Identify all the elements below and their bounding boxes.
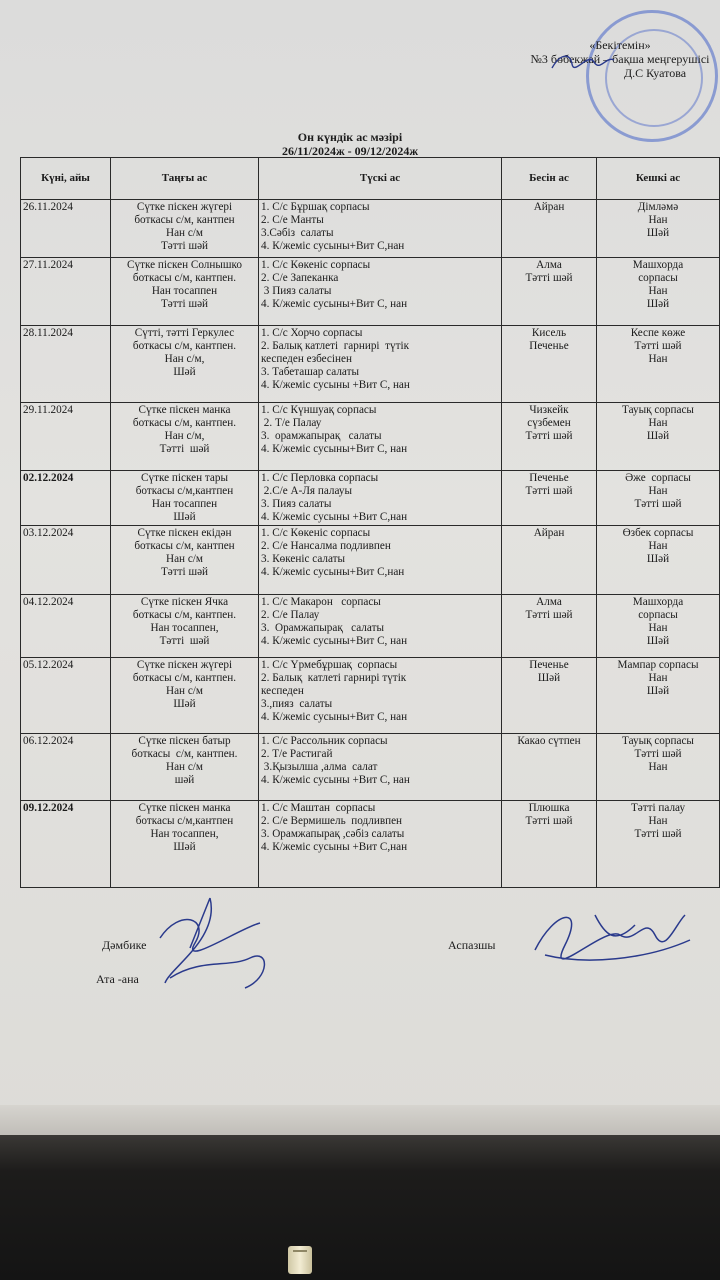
snack-line: Шәй [537, 672, 561, 684]
cell-dinner [597, 526, 720, 595]
menu-table [20, 157, 720, 888]
dinner-line: сорпасы [638, 272, 678, 284]
snack-line: Тәтті шәй [525, 815, 573, 827]
snack-line: Печенье [529, 472, 569, 484]
lunch-line: 3. орамжапырақ салаты [261, 430, 382, 442]
breakfast-line: Нан тосаппен [151, 498, 218, 510]
cell-dinner [597, 595, 720, 658]
header-dinner: Кешкі ас [597, 158, 720, 200]
cell-breakfast [111, 403, 259, 471]
snack-line: Печенье [529, 340, 569, 352]
table-row [21, 658, 720, 734]
lunch-line: 3.Қызылша ,алма салат [261, 761, 378, 773]
menu-title-period: 26/11/2024ж - 09/12/2024ж [281, 144, 419, 158]
date-text: 06.12.2024 [23, 735, 74, 747]
table-row [21, 734, 720, 801]
lunch-line: 1. С/с Хорчо сорпасы [261, 327, 363, 339]
lunch-line: 2. Балық катлеті гарнирі түтік [261, 340, 410, 352]
lunch-line: 4. К/жеміс сусыны +Вит С, нан [261, 379, 410, 391]
date-text: 02.12.2024 [23, 472, 74, 484]
breakfast-line: боткасы с/м,кантпен [135, 815, 234, 827]
lunch-line: 3. Пияз салаты [261, 498, 332, 510]
snack-line: Какао сүтпен [517, 735, 581, 747]
cell-lunch [259, 658, 502, 734]
cell-dinner [597, 801, 720, 888]
breakfast-line: боткасы с/м,кантпен [135, 485, 234, 497]
dinner-line: Тәтті шәй [634, 828, 682, 840]
snack-line: Тәтті шәй [525, 272, 573, 284]
dinner-line: Шәй [646, 553, 670, 565]
dinner-line: Шәй [646, 227, 670, 239]
cell-snack [502, 326, 597, 403]
lunch-line: 2. С/е Вермишель подливпен [261, 815, 403, 827]
dinner-line: Тәтті шәй [634, 748, 682, 760]
dinner-line: Шәй [646, 635, 670, 647]
table-row [21, 526, 720, 595]
cell-lunch [259, 326, 502, 403]
dinner-line: сорпасы [638, 609, 678, 621]
cell-breakfast [111, 801, 259, 888]
cell-lunch [259, 403, 502, 471]
header-row [21, 158, 720, 200]
cell-lunch [259, 471, 502, 526]
cell-date [21, 658, 111, 734]
cell-date [21, 200, 111, 258]
dinner-line: Мампар сорпасы [617, 659, 699, 671]
table-row [21, 403, 720, 471]
date-text: 27.11.2024 [23, 259, 73, 271]
breakfast-line: боткасы с/м, кантпен. [132, 609, 237, 621]
lunch-line: 1. С/с Күншуақ сорпасы [261, 404, 377, 416]
lunch-line: 4. К/жеміс сусыны +Вит С,нан [261, 841, 408, 853]
dinner-line: Тәтті палау [630, 802, 686, 814]
breakfast-line: Нан тосаппен [151, 285, 218, 297]
breakfast-line: Сүтке піскен манка [138, 802, 231, 814]
snack-line: Кисель [531, 327, 567, 339]
lunch-line: 1. С/с Бұршақ сорпасы [261, 201, 370, 213]
breakfast-line: Шәй [173, 511, 196, 523]
cell-date [21, 595, 111, 658]
breakfast-line: боткасы с/м, кантпен. [132, 272, 237, 284]
dinner-line: Шәй [646, 298, 670, 310]
breakfast-line: Сүтті, тәтті Геркулес [134, 327, 235, 339]
breakfast-line: Тәтті шәй [159, 635, 210, 647]
snack-line: Алма [536, 259, 562, 271]
approval-position: №3 бөбекжай – бақша меңгерушісі [530, 52, 710, 66]
lunch-line: 3. Орамжапырақ салаты [261, 622, 384, 634]
lunch-line: 4. К/жеміс сусыны+Вит С, нан [261, 298, 408, 310]
lunch-line: 2. Т/е Палау [261, 417, 322, 429]
doctor-signature [150, 888, 280, 998]
dinner-line: Нан [648, 285, 668, 297]
parent-label: Ата -ана [96, 972, 139, 986]
lunch-line: 2.С/е А-Ля палауы [261, 485, 352, 497]
breakfast-line: Нан с/м, [164, 353, 205, 365]
snack-line: сүзбемен [527, 417, 571, 429]
snack-line: Айран [533, 201, 565, 213]
date-text: 09.12.2024 [23, 802, 74, 814]
breakfast-line: Шәй [173, 841, 196, 853]
cell-lunch [259, 526, 502, 595]
breakfast-line: боткасы с/м, кантпен. [131, 748, 238, 760]
cell-dinner [597, 258, 720, 326]
cell-date [21, 471, 111, 526]
dinner-line: Тәтті шәй [634, 498, 682, 510]
dinner-line: Нан [648, 672, 668, 684]
cook-signature [525, 895, 695, 975]
cell-date [21, 326, 111, 403]
dinner-line: Тауық сорпасы [622, 404, 694, 416]
cell-snack [502, 258, 597, 326]
breakfast-line: Тәтті шәй [159, 443, 210, 455]
breakfast-line: Сүтке піскен екідән [137, 527, 232, 539]
dinner-line: Нан [648, 214, 668, 226]
cell-snack [502, 658, 597, 734]
menu-title [200, 130, 500, 158]
dinner-line: Машхорда [632, 259, 684, 271]
breakfast-line: Сүтке піскен Солнышко [127, 259, 242, 271]
cell-dinner [597, 200, 720, 258]
lunch-line: 3.,пияз салаты [261, 698, 333, 710]
snack-line: Печенье [529, 659, 569, 671]
lunch-line: 1. С/с Рассольник сорпасы [261, 735, 388, 747]
cell-breakfast [111, 326, 259, 403]
dinner-line: Шәй [646, 430, 670, 442]
date-text: 28.11.2024 [23, 327, 73, 339]
breakfast-line: Нан с/м [166, 761, 203, 773]
breakfast-line: Нан с/м [166, 227, 203, 239]
lunch-line: 2. С/е Манты [261, 214, 324, 226]
table-row [21, 595, 720, 658]
cell-lunch [259, 200, 502, 258]
lunch-line: 1. С/с Үрмебұршақ сорпасы [261, 659, 398, 671]
lunch-line: 2. Балық катлеті гарнирі түтік [261, 672, 407, 684]
cell-snack [502, 595, 597, 658]
desk-background [0, 1135, 720, 1280]
dinner-line: Нан [648, 485, 668, 497]
cell-date [21, 526, 111, 595]
table-row [21, 200, 720, 258]
breakfast-line: Нан тосаппен, [150, 622, 219, 634]
snack-line: Плюшка [528, 802, 570, 814]
lunch-line: 4. К/жеміс сусыны+Вит С,нан [261, 240, 405, 252]
breakfast-line: Нан тосаппен, [150, 828, 219, 840]
snack-line: Тәтті шәй [525, 485, 573, 497]
header-date: Күні, айы [21, 158, 111, 200]
breakfast-line: Тәтті шәй [160, 566, 209, 578]
lunch-line: 1. С/с Перловка сорпасы [261, 472, 379, 484]
cell-dinner [597, 326, 720, 403]
lunch-line: 2. Т/е Растигай [261, 748, 333, 760]
breakfast-line: боткасы с/м, кантпен. [132, 417, 237, 429]
breakfast-line: боткасы с/м, кантпен [134, 214, 235, 226]
breakfast-line: Сүтке піскен батыр [138, 735, 231, 747]
cell-snack [502, 471, 597, 526]
breakfast-line: боткасы с/м, кантпен. [132, 340, 237, 352]
cell-date [21, 258, 111, 326]
menu-title-main: Он күндік ас мәзірі [297, 130, 403, 144]
cell-date [21, 403, 111, 471]
cook-label: Аспазшы [448, 938, 496, 952]
cell-breakfast [111, 658, 259, 734]
director-signature [548, 48, 618, 74]
dinner-line: Шәй [646, 685, 670, 697]
lunch-line: 3. Көкеніс салаты [261, 553, 346, 565]
breakfast-line: Сүтке піскен Ячка [140, 596, 229, 608]
cell-lunch [259, 734, 502, 801]
cell-date [21, 801, 111, 888]
dinner-line: Әже сорпасы [625, 472, 691, 484]
snack-line: Айран [533, 527, 565, 539]
table-row [21, 801, 720, 888]
breakfast-line: Нан с/м [166, 685, 203, 697]
lunch-line: 4. К/жеміс сусыны +Вит С, нан [261, 774, 410, 786]
approval-name: Д.С Куатова [623, 66, 687, 80]
lunch-line: 4. К/жеміс сусыны+Вит С, нан [261, 443, 408, 455]
date-text: 29.11.2024 [23, 404, 73, 416]
lunch-line: кеспеден [261, 685, 304, 697]
dinner-line: Кеспе көже [630, 327, 686, 339]
table-row [21, 258, 720, 326]
snack-line: Алма [536, 596, 562, 608]
cell-snack [502, 526, 597, 595]
breakfast-line: Сүтке піскен тары [141, 472, 228, 484]
date-text: 26.11.2024 [23, 201, 73, 213]
dinner-line: Нан [648, 540, 668, 552]
header-snack: Бесін ас [502, 158, 597, 200]
cell-breakfast [111, 734, 259, 801]
lunch-line: 1. С/с Көкеніс сорпасы [261, 259, 371, 271]
cell-snack [502, 734, 597, 801]
date-text: 03.12.2024 [23, 527, 74, 539]
breakfast-line: боткасы с/м, кантпен. [132, 672, 237, 684]
dinner-line: Нан [648, 761, 668, 773]
table-row [21, 326, 720, 403]
lunch-line: 2. С/е Запеканка [261, 272, 339, 284]
cell-breakfast [111, 471, 259, 526]
dinner-line: Тауық сорпасы [622, 735, 694, 747]
lunch-line: 4. К/жеміс сусыны+Вит С, нан [261, 711, 408, 723]
snack-line: Тәтті шәй [525, 430, 573, 442]
cell-date [21, 734, 111, 801]
doctor-label: Дәмбике [102, 938, 147, 952]
cell-lunch [259, 258, 502, 326]
lunch-line: 3.Сәбіз салаты [261, 227, 334, 239]
lunch-line: 1. С/с Көкеніс сорпасы [261, 527, 371, 539]
snack-line: Чизкейк [529, 404, 569, 416]
date-text: 05.12.2024 [23, 659, 74, 671]
cell-dinner [597, 471, 720, 526]
breakfast-line: Тәтті шәй [160, 240, 209, 252]
dinner-line: Дімләмә [637, 201, 679, 213]
breakfast-line: Сүтке піскен жүгері [136, 659, 233, 671]
breakfast-line: Сүтке піскен манка [138, 404, 231, 416]
date-text: 04.12.2024 [23, 596, 74, 608]
breakfast-line: Шәй [173, 698, 196, 710]
cell-dinner [597, 734, 720, 801]
cell-lunch [259, 595, 502, 658]
dinner-line: Нан [648, 622, 668, 634]
cell-dinner [597, 658, 720, 734]
lunch-line: 2. С/е Палау [261, 609, 320, 621]
header-lunch: Түскі ас [259, 158, 502, 200]
dinner-line: Нан [648, 815, 668, 827]
breakfast-line: Сүтке піскен жүгері [136, 201, 233, 213]
lunch-line: 4. К/жеміс сусыны+Вит С, нан [261, 635, 408, 647]
cell-breakfast [111, 595, 259, 658]
breakfast-line: Шәй [173, 366, 196, 378]
cell-snack [502, 403, 597, 471]
lunch-line: 1. С/с Макарон сорпасы [261, 596, 381, 608]
cell-dinner [597, 403, 720, 471]
breakfast-line: боткасы с/м, кантпен [134, 540, 235, 552]
cell-snack [502, 200, 597, 258]
lunch-line: 4. К/жеміс сусыны+Вит С,нан [261, 566, 405, 578]
breakfast-line: Тәтті шәй [160, 298, 209, 310]
cell-breakfast [111, 200, 259, 258]
approval-heading: «Бекітемін» [589, 38, 651, 52]
table-row [21, 471, 720, 526]
lunch-line: кеспеден езбесінен [261, 353, 352, 365]
breakfast-line: Нан с/м [166, 553, 203, 565]
breakfast-line: Нан с/м, [164, 430, 205, 442]
cell-lunch [259, 801, 502, 888]
dinner-line: Нан [648, 353, 668, 365]
dinner-line: Машхорда [632, 596, 684, 608]
lunch-line: 1. С/с Маштан сорпасы [261, 802, 376, 814]
dinner-line: Нан [648, 417, 668, 429]
lunch-line: 4. К/жеміс сусыны +Вит С,нан [261, 511, 408, 523]
cell-breakfast [111, 258, 259, 326]
breakfast-line: шәй [174, 774, 195, 786]
header-breakfast: Таңғы ас [111, 158, 259, 200]
dinner-line: Тәтті шәй [634, 340, 682, 352]
lunch-line: 3. Орамжапырақ ,сәбіз салаты [261, 828, 405, 840]
lunch-line: 3 Пияз салаты [261, 285, 332, 297]
lunch-line: 3. Табеташар салаты [261, 366, 360, 378]
snack-line: Тәтті шәй [525, 609, 573, 621]
cell-breakfast [111, 526, 259, 595]
cell-snack [502, 801, 597, 888]
dinner-line: Өзбек сорпасы [622, 527, 694, 539]
lunch-line: 2. С/е Нансалма подливпен [261, 540, 391, 552]
